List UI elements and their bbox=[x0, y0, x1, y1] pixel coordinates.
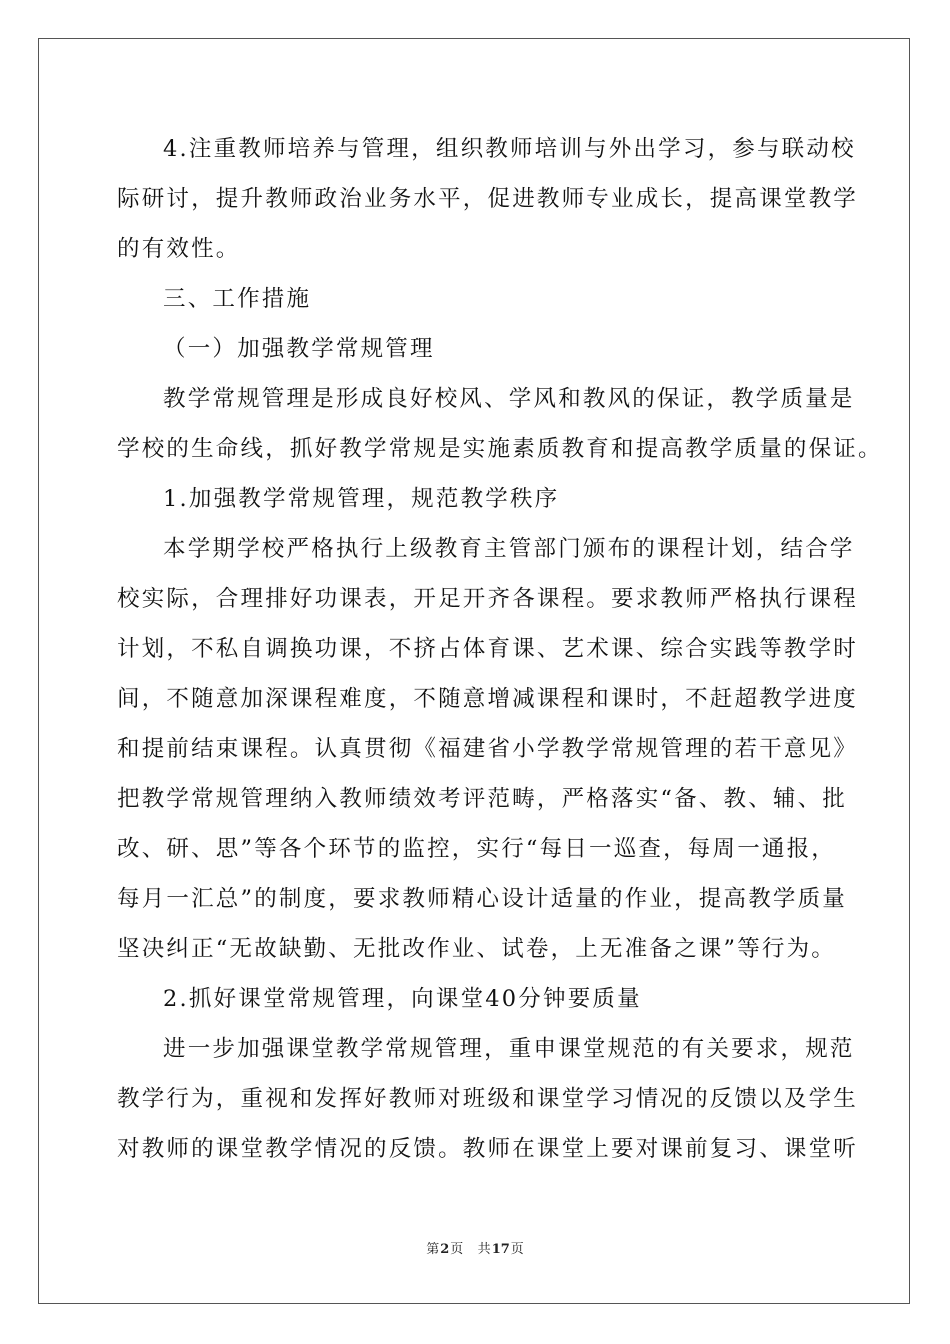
paragraph-line: 每月一汇总”的制度，要求教师精心设计适量的作业，提高教学质量 bbox=[117, 886, 848, 912]
paragraph-line: 学校的生命线，抓好教学常规是实施素质教育和提高教学质量的保证。 bbox=[117, 436, 883, 462]
total-suffix: 页 bbox=[510, 1242, 524, 1257]
paragraph-line: 校实际，合理排好功课表，开足开齐各课程。要求教师严格执行课程 bbox=[117, 586, 859, 612]
paragraph-line: 把教学常规管理纳入教师绩效考评范畴，严格落实“备、教、辅、批 bbox=[117, 786, 848, 812]
total-pages: 17 bbox=[491, 1242, 510, 1257]
page-suffix: 页 bbox=[450, 1242, 464, 1257]
paragraph-line: 改、研、思”等各个环节的监控，实行“每日一巡查，每周一通报， bbox=[117, 836, 837, 862]
paragraph-line: 4.注重教师培养与管理，组织教师培训与外出学习，参与联动校 bbox=[163, 136, 856, 162]
page-prefix: 第 bbox=[426, 1242, 440, 1257]
page-border bbox=[38, 38, 910, 1304]
subsection-heading: （一）加强教学常规管理 bbox=[163, 336, 435, 362]
paragraph-line: 的有效性。 bbox=[117, 236, 241, 262]
page-number: 2 bbox=[440, 1242, 450, 1257]
paragraph-line: 间，不随意加深课程难度，不随意增减课程和课时，不赶超教学进度 bbox=[117, 686, 859, 712]
paragraph-line: 教学常规管理是形成良好校风、学风和教风的保证，教学质量是 bbox=[163, 386, 855, 412]
section-heading: 三、工作措施 bbox=[163, 286, 312, 312]
total-prefix: 共 bbox=[477, 1242, 491, 1257]
item-heading: 1.加强教学常规管理，规范教学秩序 bbox=[163, 486, 560, 512]
paragraph-line: 对教师的课堂教学情况的反馈。教师在课堂上要对课前复习、课堂听 bbox=[117, 1136, 859, 1162]
paragraph-line: 教学行为，重视和发挥好教师对班级和课堂学习情况的反馈以及学生 bbox=[117, 1086, 859, 1112]
paragraph-line: 际研讨，提升教师政治业务水平，促进教师专业成长，提高课堂教学 bbox=[117, 186, 859, 212]
paragraph-line: 进一步加强课堂教学常规管理，重申课堂规范的有关要求，规范 bbox=[163, 1036, 855, 1062]
paragraph-line: 计划，不私自调换功课，不挤占体育课、艺术课、综合实践等教学时 bbox=[117, 636, 859, 662]
paragraph-line: 本学期学校严格执行上级教育主管部门颁布的课程计划，结合学 bbox=[163, 536, 855, 562]
item-heading: 2.抓好课堂常规管理，向课堂40分钟要质量 bbox=[163, 986, 642, 1012]
page-footer bbox=[0, 1241, 950, 1259]
paragraph-line: 和提前结束课程。认真贯彻《福建省小学教学常规管理的若干意见》 bbox=[117, 736, 859, 762]
paragraph-line: 坚决纠正“无故缺勤、无批改作业、试卷，上无准备之课”等行为。 bbox=[117, 936, 837, 962]
